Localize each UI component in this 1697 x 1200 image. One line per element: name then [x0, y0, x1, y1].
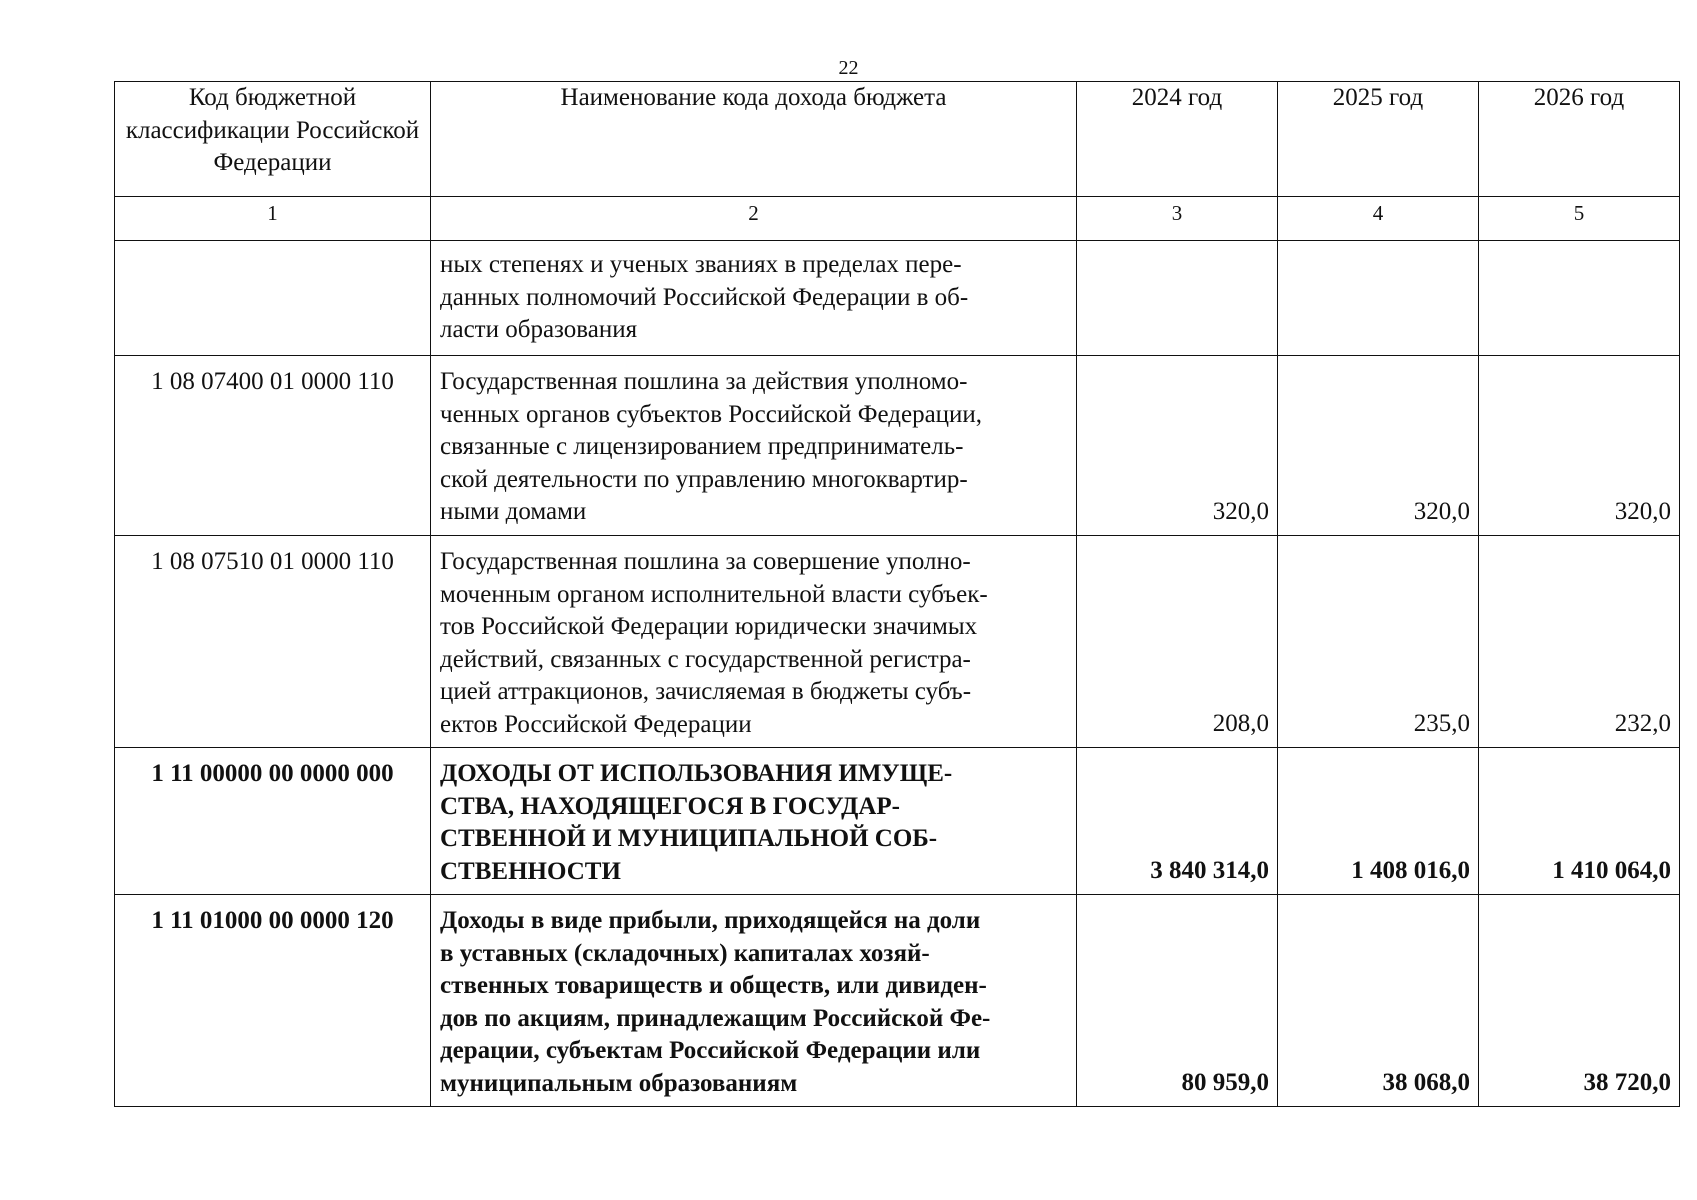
row-name-line: ченных органов субъектов Российской Федерации,: [440, 400, 983, 428]
row-name-line: моченным органом исполнительной власти субъек-: [440, 580, 988, 608]
header-2024: 2024 год: [1077, 82, 1278, 197]
row-name-line: СТВА, НАХОДЯЩЕГОСЯ В ГОСУДАР-: [440, 792, 900, 820]
column-number: 1: [115, 197, 431, 241]
table-row: [115, 895, 1680, 1107]
row-value-2025: 38 068,0: [1278, 895, 1479, 1107]
row-value-2025: [1278, 241, 1479, 356]
row-name-line: ласти образования: [440, 316, 638, 343]
header-name: Наименование кода дохода бюджета: [431, 82, 1077, 197]
row-value-2026: 1 410 064,0: [1479, 748, 1680, 895]
header-code: Код бюджетной классификации Российской Федерации: [115, 82, 431, 197]
row-value-2024: 208,0: [1077, 536, 1278, 748]
row-value-2026: 320,0: [1479, 356, 1680, 536]
row-name-line: действий, связанных с государственной регистра-: [440, 645, 971, 673]
row-value-2025: 1 408 016,0: [1278, 748, 1479, 895]
header-2026: 2026 год: [1479, 82, 1680, 197]
page-number: 22: [838, 57, 859, 79]
row-name-line: связанные с лицензированием предприниматель-: [440, 433, 964, 460]
row-name-line: ственных товариществ и обществ, или дивиден-: [440, 972, 987, 999]
row-value-2026: [1479, 241, 1680, 356]
table-row: [115, 748, 1680, 895]
column-number: 2: [431, 197, 1077, 241]
table-row: [115, 536, 1680, 748]
row-value-2026: 38 720,0: [1479, 895, 1680, 1107]
row-name: [431, 748, 1077, 895]
row-name: [431, 356, 1077, 536]
row-value-2024: 80 959,0: [1077, 895, 1278, 1107]
column-number: 3: [1077, 197, 1278, 241]
row-value-2024: [1077, 241, 1278, 356]
row-value-2025: 235,0: [1278, 536, 1479, 748]
budget-income-table: [114, 81, 1680, 1107]
row-code: 1 11 00000 00 0000 000: [115, 748, 431, 895]
row-name-line: цией аттракционов, зачисляемая в бюджеты субъ-: [440, 678, 972, 705]
row-name-line: СТВЕННОЙ И МУНИЦИПАЛЬНОЙ СОБ-: [440, 825, 938, 852]
row-code: 1 08 07510 01 0000 110: [115, 536, 431, 748]
row-name-line: муниципальным образованиям: [440, 1069, 798, 1097]
row-name-line: дов по акциям, принадлежащим Российской Фе-: [440, 1004, 991, 1032]
row-name-line: дерации, субъектам Российской Федерации или: [440, 1037, 981, 1064]
row-name-line: ными домами: [440, 498, 587, 525]
row-value-2026: 232,0: [1479, 536, 1680, 748]
row-name-line: тов Российской Федерации юридически значимых: [440, 613, 978, 640]
row-name-line: Государственная пошлина за действия уполномо-: [440, 368, 968, 395]
row-name-line: данных полномочий Российской Федерации в об-: [440, 283, 969, 311]
table-row: [115, 356, 1680, 536]
row-name-line: Доходы в виде прибыли, приходящейся на доли: [440, 907, 981, 934]
row-name: [431, 895, 1077, 1107]
column-number-row: [115, 197, 1680, 241]
row-value-2024: 320,0: [1077, 356, 1278, 536]
row-code: 1 08 07400 01 0000 110: [115, 356, 431, 536]
row-value-2025: 320,0: [1278, 356, 1479, 536]
table-header-row: [115, 82, 1680, 197]
row-value-2024: 3 840 314,0: [1077, 748, 1278, 895]
row-name: [431, 536, 1077, 748]
row-code: 1 11 01000 00 0000 120: [115, 895, 431, 1107]
row-code: [115, 241, 431, 356]
column-number: 4: [1278, 197, 1479, 241]
row-name: [431, 241, 1077, 356]
column-number: 5: [1479, 197, 1680, 241]
row-name-line: ектов Российской Федерации: [440, 710, 752, 738]
row-name-line: ской деятельности по управлению многоквартир-: [440, 465, 968, 493]
header-2025: 2025 год: [1278, 82, 1479, 197]
table-row: [115, 241, 1680, 356]
row-name-line: Государственная пошлина за совершение уполно-: [440, 548, 971, 575]
row-name-line: СТВЕННОСТИ: [440, 857, 621, 885]
row-name-line: ДОХОДЫ ОТ ИСПОЛЬЗОВАНИЯ ИМУЩЕ-: [440, 760, 953, 787]
row-name-line: в уставных (складочных) капиталах хозяй-: [440, 939, 930, 967]
row-name-line: ных степенях и ученых званиях в пределах пере-: [440, 251, 962, 278]
